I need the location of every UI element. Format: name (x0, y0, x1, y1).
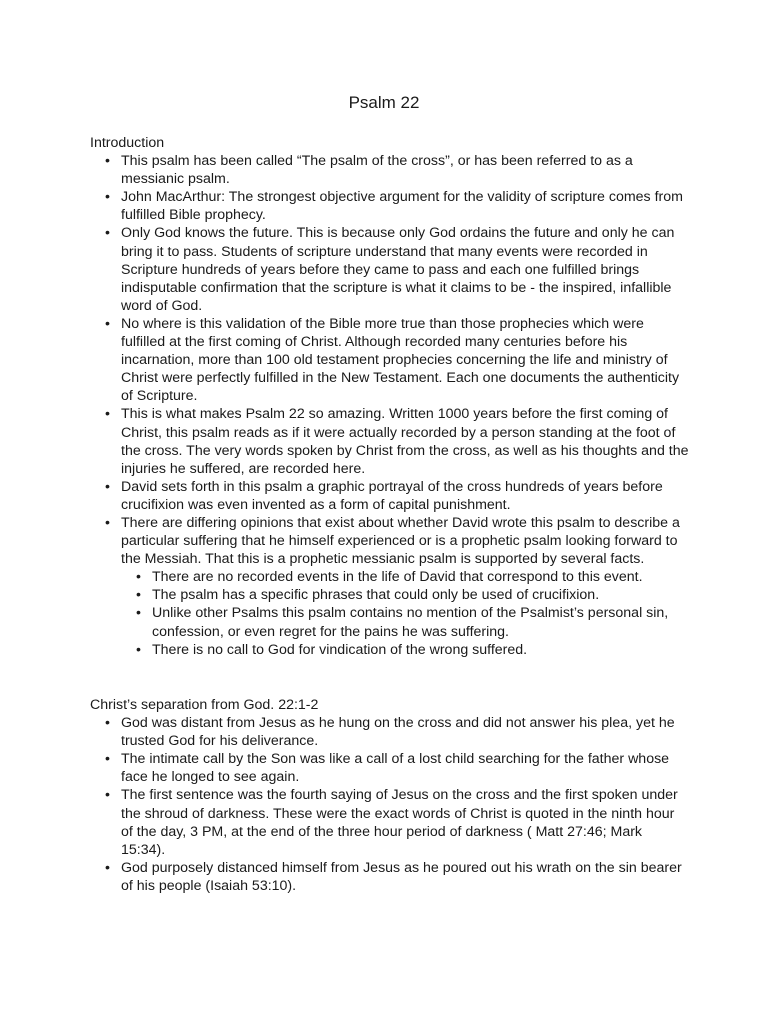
list-item: • The intimate call by the Son was like a call of a lost child searching for the father whose face he longed to see again. (90, 750, 690, 786)
section-christs-separation (90, 696, 690, 895)
bullet-list (90, 714, 690, 895)
sub-list-item: • There is no call to God for vindication of the wrong suffered. (121, 641, 690, 659)
section-heading: Introduction (90, 135, 165, 151)
list-item: • Only God knows the future. This is because only God ordains the future and only he can bring it to pass. Students of scripture understand that many events were recorded in Scripture hundreds of years before they came to pass and each one fulfilled brings indisputable confirmation that the scripture is what it claims to be - the inspired, infallible word of God. (90, 224, 690, 314)
sub-list-item: • There are no recorded events in the life of David that correspond to this event. (121, 568, 690, 586)
list-item: • This psalm has been called “The psalm of the cross”, or has been referred to as a messianic psalm. (90, 152, 690, 188)
section-heading: Christ’s separation from God. 22:1-2 (90, 697, 319, 713)
list-item: • God was distant from Jesus as he hung on the cross and did not answer his plea, yet he trusted God for his deliverance. (90, 714, 690, 750)
list-item: • God purposely distanced himself from Jesus as he poured out his wrath on the sin bearer of his people (Isaiah 53:10). (90, 859, 690, 895)
list-item-text: There are differing opinions that exist about whether David wrote this psalm to describe a particular suffering that he himself experienced or is a prophetic psalm looking forward to the Messiah. That this is a prophetic messianic psalm is supported by several facts. (121, 514, 680, 568)
sub-list-item: • The psalm has a specific phrases that could only be used of crucifixion. (121, 586, 690, 604)
list-item: • David sets forth in this psalm a graphic portrayal of the cross hundreds of years before crucifixion was even invented as a form of capital punishment. (90, 478, 690, 514)
section-introduction (90, 134, 690, 659)
list-item: • No where is this validation of the Bible more true than those prophecies which were fulfilled at the first coming of Christ. Although recorded many centuries before his incarnation, more than 100 old testament prophecies concerning the life and ministry of Christ were perfectly fulfilled in the New Testament. Each one documents the authenticity of Scripture. (90, 315, 690, 405)
list-item: • John MacArthur: The strongest objective argument for the validity of scripture comes from fulfilled Bible prophecy. (90, 188, 690, 224)
page-title: Psalm 22 (348, 93, 420, 112)
list-item: • This is what makes Psalm 22 so amazing. Written 1000 years before the first coming of Christ, this psalm reads as if it were actually recorded by a person standing at the foot of the cross. The very words spoken by Christ from the cross, as well as his thoughts and the injuries he suffered, are recorded here. (90, 405, 690, 477)
list-item-with-subitems (90, 514, 690, 659)
bullet-list (90, 152, 690, 659)
sub-list-item: • Unlike other Psalms this psalm contains no mention of the Psalmist’s personal sin, confession, or even regret for the pains he was suffering. (121, 604, 690, 640)
sub-bullet-list (121, 568, 690, 658)
list-item: • The first sentence was the fourth saying of Jesus on the cross and the first spoken under the shroud of darkness. These were the exact words of Christ is quoted in the ninth hour of the day, 3 PM, at the end of the three hour period of darkness ( Matt 27:46; Mark 15:34). (90, 786, 690, 858)
